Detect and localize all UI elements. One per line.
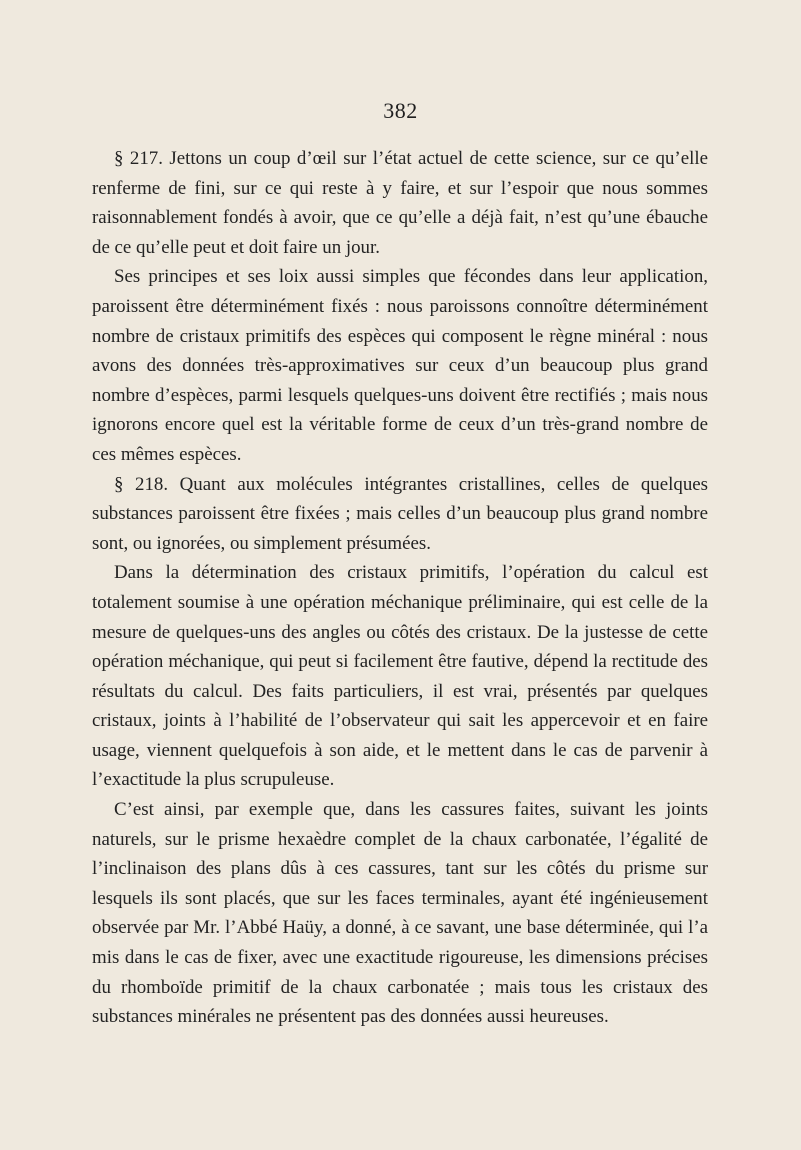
paragraph-example: C’est ainsi, par exemple que, dans les cassures faites, suivant les joints naturels, sur le prisme hexaèdre complet de la chaux carbonatée, l’égalité de l’inclinaison des plans dûs à ces cassures, tant sur les côtés du prisme sur lesquels ils sont placés, que sur les faces terminales, ayant été ingénieusement observée par Mr. l’Abbé Haüy, a donné, à ce savant, une base déterminée, qui l’a mis dans le cas de fixer, avec une exactitude rigoureuse, les dimensions précises du rhomboïde primitif de la chaux carbonatée ; mais tous les cristaux des substances minérales ne présentent pas des données aussi heureuses. xyxy=(92,799,708,1028)
body-text xyxy=(92,144,708,1032)
page-number: 382 xyxy=(383,98,418,123)
paragraph-principles: Ses principes et ses loix aussi simples que fécondes dans leur application, paroissent être déterminément fixés : nous paroissons connoître déterminément nombre de cristaux primitifs des espèces qui composent le règne minéral : nous avons des données très-approximatives sur ceux d’un beaucoup plus grand nombre d’espèces, parmi lesquels quelques-uns doivent être rectifiés ; mais nous ignorons encore quel est la véritable forme de ceux d’un très-grand nombre de ces mêmes espèces. xyxy=(92,266,708,465)
paragraph-determination: Dans la détermination des cristaux primitifs, l’opération du calcul est totalement soumise à une opération méchanique préliminaire, qui est celle de la mesure de quelques-uns des angles ou côtés des cristaux. De la justesse de cette opération méchanique, qui peut si facilement être fautive, dépend la rectitude des résultats du calcul. Des faits particuliers, il est vrai, présentés par quelques cristaux, joints à l’habilité de l’observateur qui sait les appercevoir et en faire usage, viennent quelquefois à son aide, et le mettent dans le cas de parvenir à l’exactitude la plus scrupuleuse. xyxy=(92,562,708,791)
paragraph-218: § 218. Quant aux molécules intégrantes cristallines, celles de quelques substances paroissent être fixées ; mais celles d’un beaucoup plus grand nombre sont, ou ignorées, ou simplement présumées. xyxy=(92,473,708,554)
paragraph-217: § 217. Jettons un coup d’œil sur l’état actuel de cette science, sur ce qu’elle renferme de fini, sur ce qui reste à y faire, et sur l’espoir que nous sommes raisonnablement fondés à avoir, que ce qu’elle a déjà fait, n’est qu’une ébauche de ce qu’elle peut et doit faire un jour. xyxy=(92,148,708,258)
